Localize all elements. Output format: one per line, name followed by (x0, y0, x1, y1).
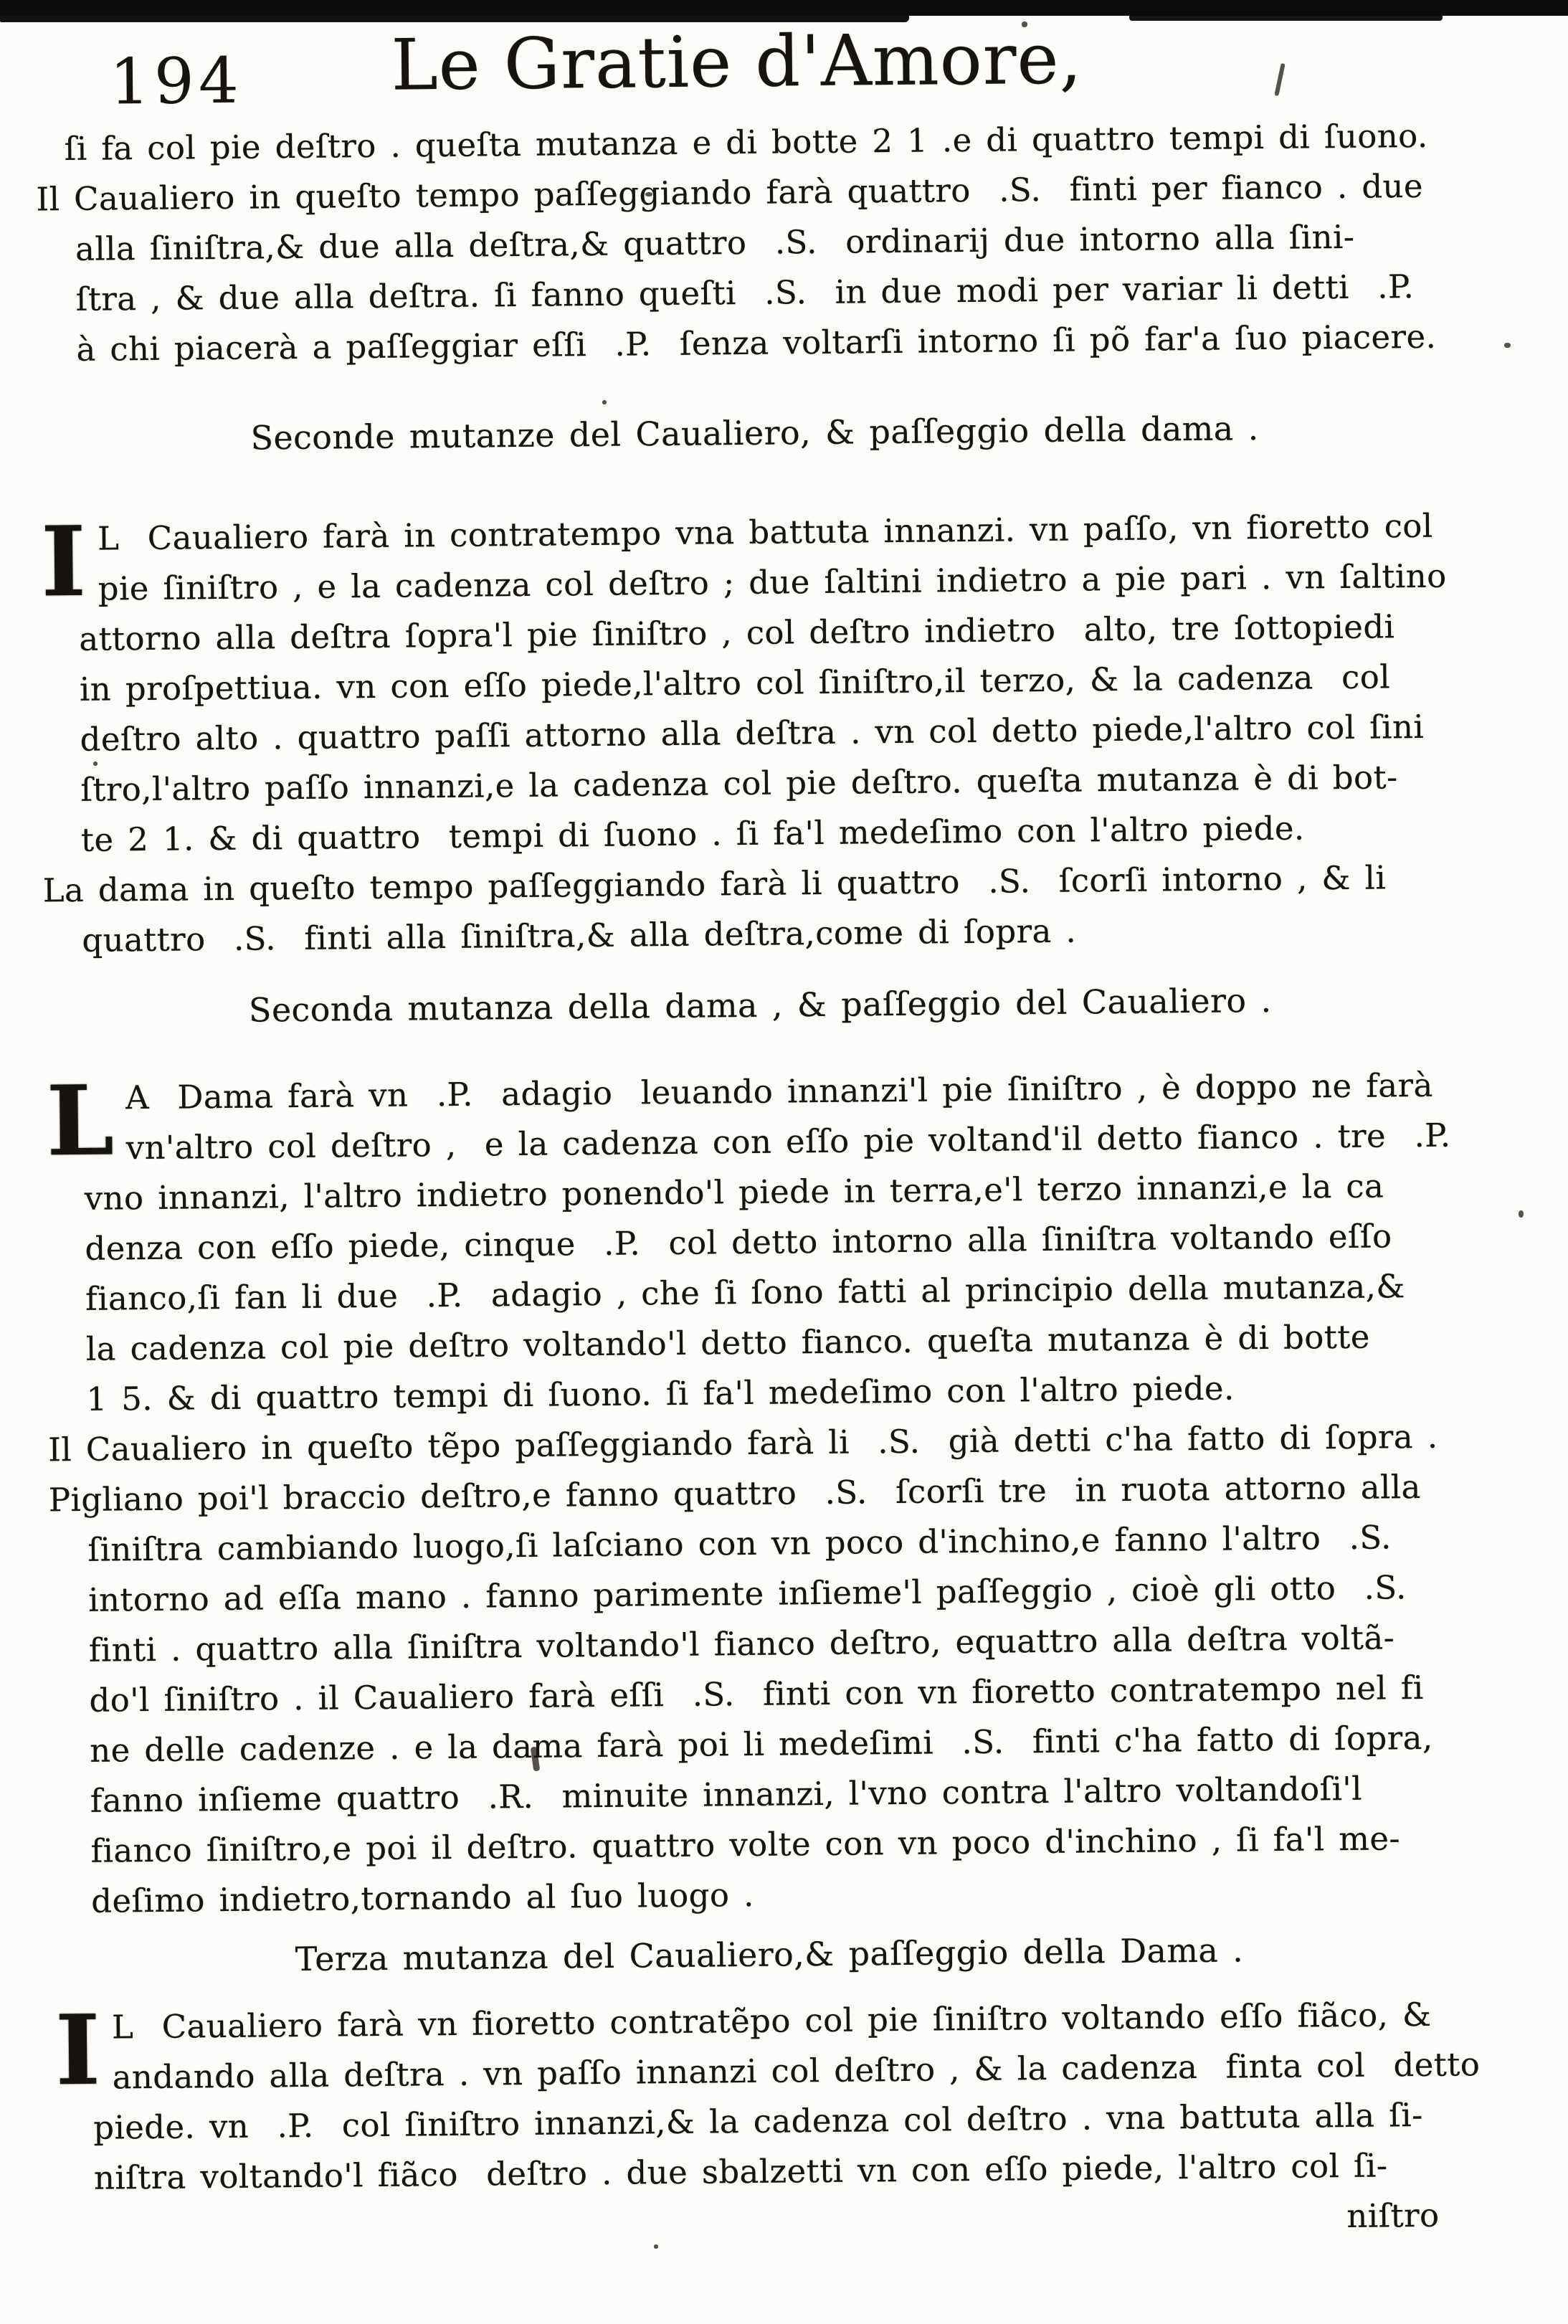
text-line: deſimo indietro,tornando al ſuo luogo . (90, 1875, 754, 1920)
text-line: fianco ſiniſtro,e poi il deſtro. quattro volte con vn poco d'inchino , ſi fa'l me- (90, 1819, 1401, 1870)
text-line: alla ſiniſtra,& due alla deſtra,& quattro .S. ordinarij due intorno alla ſini- (75, 217, 1355, 268)
text-line: vno innanzi, l'altro indietro ponendo'l piede in terra,e'l terzo innanzi,e la ca (84, 1167, 1384, 1218)
text-line: L Caualiero farà vn fioretto contratẽpo col pie ſiniſtro voltando eſſo fiãco, & (111, 1995, 1432, 2046)
text-line: Il Caualiero in queſto tẽpo paſſeggiando farà li .S. già detti c'ha fatto di ſopra . (47, 1417, 1438, 1469)
text-line: L Caualiero farà in contratempo vna battuta innanzi. vn paſſo, vn fioretto col (97, 506, 1433, 558)
paragraph (35, 111, 1441, 376)
section-heading: Terza mutanza del Caualiero,& paſſeggio della Dama . (295, 1930, 1244, 1979)
text-line: fanno inſieme quattro .R. minuite innanzi, l'vno contra l'altro voltandoſi'l (90, 1769, 1363, 1820)
section-heading: Seconde mutanze del Caualiero, & paſſeggio della dama . (250, 409, 1259, 457)
text-line: 1 5. & di quattro tempi di ſuono. ſi fa'l medeſimo con l'altro piede. (86, 1369, 1235, 1418)
book-page (34, 14, 1481, 2254)
text-line: La dama in queſto tempo paſſeggiando farà li quattro .S. ſcorſi intorno , & li (42, 858, 1387, 910)
text-line: pie ſiniſtro , e la cadenza col deſtro ; due ſaltini indietro a pie pari . vn ſaltino (98, 556, 1447, 608)
text-line: intorno ad eſſa mano . fanno parimente inſieme'l paſſeggio , cioè gli otto .S. (87, 1568, 1407, 1619)
text-line: attorno alla deſtra ſopra'l pie ſiniſtro , col deſtro indietro alto, tre ſottopiedi (79, 607, 1395, 658)
running-title: Le Gratie d'Amore, (391, 18, 1083, 107)
text-line: ſtro,l'altro paſſo innanzi,e la cadenza col pie deſtro. queſta mutanza è di bot- (80, 758, 1398, 809)
text-line: A Dama farà vn .P. adagio leuando innanzi'l pie ſiniſtro , è doppo ne farà (125, 1066, 1433, 1117)
text-line: deſtro alto . quattro paſſi attorno alla deſtra . vn col detto piede,l'altro col ſini (80, 707, 1425, 759)
text-line: Pigliano poi'l braccio deſtro,e fanno quattro .S. ſcorſi tre in ruota attorno alla (48, 1467, 1422, 1519)
paragraph (54, 1990, 1481, 2204)
catchword: niſtro (1346, 2196, 1440, 2236)
paragraph (39, 501, 1448, 967)
text-line: Il Caualiero in queſto tempo paſſeggiando farà quattro .S. finti per fianco . due (36, 166, 1424, 219)
text-block (35, 111, 1481, 2254)
text-line: à chi piacerà a paſſeggiar eſſi .P. ſenza voltarſi intorno ſi põ far'a ſuo piacere. (76, 317, 1437, 369)
scan-speck (1504, 343, 1511, 348)
scan-speck (1519, 1210, 1524, 1218)
text-line: vn'altro col deſtro , e la cadenza con eſſo pie voltand'il detto fianco . tre .P. (125, 1116, 1451, 1167)
text-line: denza con eſſo piede, cinque .P. col detto intorno alla ſiniſtra voltando eſſo (85, 1217, 1392, 1268)
text-line: piede. vn .P. col ſiniſtro innanzi,& la cadenza col deſtro . vna battuta alla ſi- (92, 2096, 1423, 2147)
page-number: 194 (109, 43, 244, 119)
text-line: te 2 1. & di quattro tempi di ſuono . ſi fa'l medeſimo con l'altro piede. (80, 809, 1305, 859)
text-line: niſtra voltando'l fiãco deſtro . due sbalzetti vn con eſſo piede, l'altro col ſi- (93, 2146, 1388, 2197)
text-line: fianco,ſi fan li due .P. adagio , che ſi ſono fatti al principio della mutanza,& (85, 1267, 1406, 1318)
text-line: quattro .S. finti alla ſiniſtra,& alla deſtra,come di ſopra . (82, 911, 1077, 959)
text-line: finti . quattro alla ſiniſtra voltando'l fianco deſtro, equattro alla deſtra voltã- (88, 1618, 1395, 1669)
drop-cap: I (40, 504, 87, 619)
text-line: ſtra , & due alla deſtra. ſi fanno queſti .S. in due modi per variar li detti .P. (75, 267, 1415, 318)
text-line: la cadenza col pie deſtro voltando'l detto fianco. queſta mutanza è di botte (85, 1317, 1370, 1368)
paragraph (44, 1061, 1456, 1927)
text-line: ne delle cadenze . e la dama farà poi li medeſimi .S. finti c'ha fatto di ſopra, (89, 1718, 1433, 1770)
section-heading: Seconda mutanza della dama , & paſſeggio del Caualiero . (248, 980, 1272, 1030)
text-line: andando alla deſtra . vn paſſo innanzi col deſtro , & la cadenza finta col detto (112, 2045, 1481, 2097)
drop-cap: L (46, 1063, 115, 1178)
scan-edge-band (0, 0, 1568, 16)
text-line: ſiniſtra cambiando luogo,ſi laſciano con vn poco d'inchino,e fanno l'altro .S. (87, 1518, 1392, 1569)
text-line: in proſpettiua. vn con eſſo piede,l'altro col ſiniſtro,il terzo, & la cadenza col (79, 658, 1391, 708)
text-line: do'l ſiniſtro . il Caualiero farà eſſi .S. finti con vn fioretto contratempo nel fi (89, 1668, 1424, 1720)
text-line: ſi fa col pie deſtro . queſta mutanza e di botte 2 1 .e di quattro tempi di ſuono. (64, 116, 1428, 169)
page-header (34, 14, 1439, 119)
drop-cap: I (54, 1993, 102, 2107)
